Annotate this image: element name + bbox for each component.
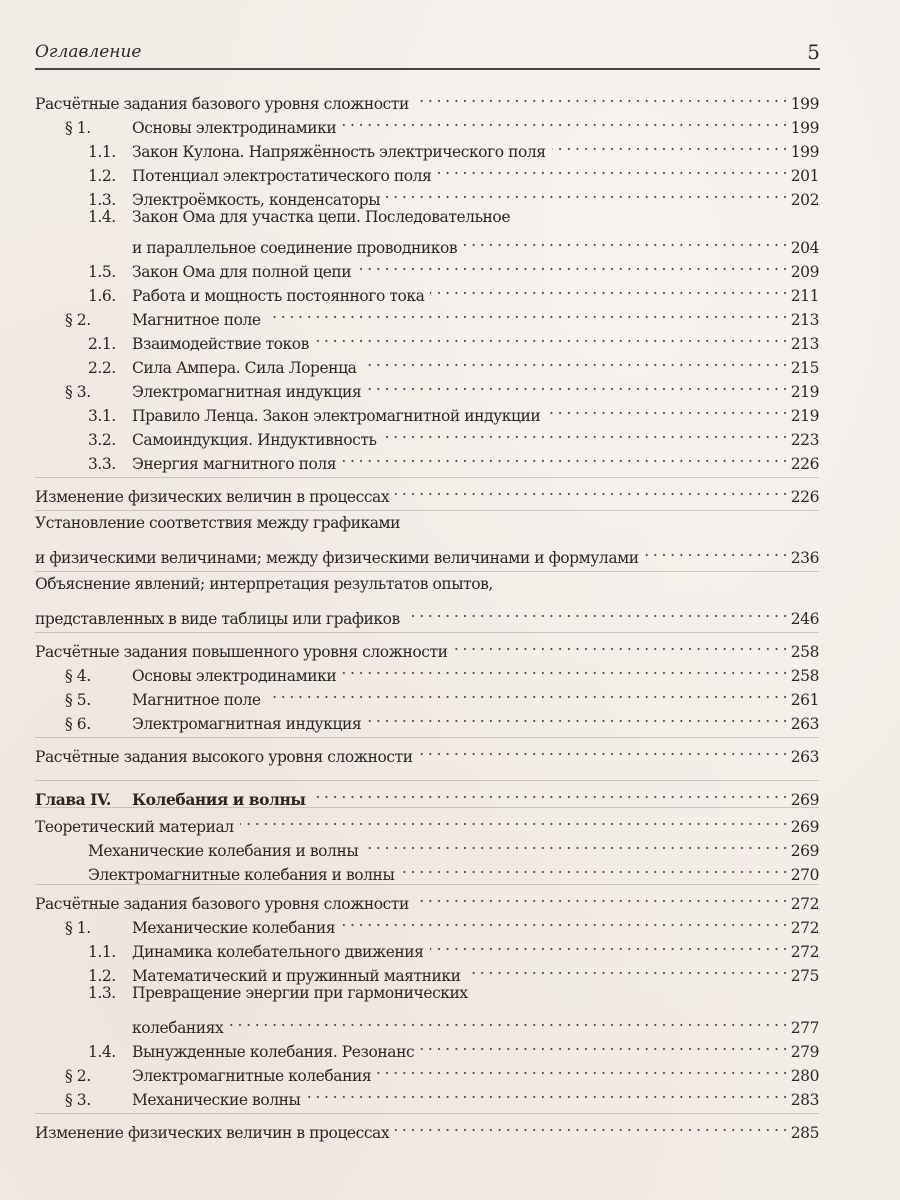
dot-leader xyxy=(357,253,787,277)
toc-entry[interactable] xyxy=(35,632,819,661)
toc-entry-page: 285 xyxy=(790,1124,819,1142)
toc-entry-title: Динамика колебательного движения xyxy=(132,943,424,961)
dot-leader xyxy=(453,633,787,657)
toc-entry[interactable] xyxy=(35,445,819,473)
toc-entry-number: 1.2. xyxy=(88,167,116,185)
toc-entry[interactable] xyxy=(35,157,819,185)
dot-leader xyxy=(341,909,787,933)
toc-entry-line1[interactable] xyxy=(35,571,819,596)
toc-entry-number: 1.4. xyxy=(88,208,116,226)
toc-entry-title: Потенциал электростатического поля xyxy=(132,167,432,185)
toc-entry[interactable] xyxy=(35,957,819,985)
dot-leader xyxy=(377,1057,787,1081)
toc-entry[interactable] xyxy=(35,181,819,209)
toc-entry-number: 1.4. xyxy=(88,1043,116,1061)
dot-leader xyxy=(463,229,787,253)
dot-leader xyxy=(395,478,787,502)
toc-entry-page: 219 xyxy=(790,383,819,401)
toc-entry-number: § 2. xyxy=(65,311,91,329)
dot-leader xyxy=(420,1033,787,1057)
toc-entry-number: § 1. xyxy=(65,919,91,937)
dot-leader xyxy=(367,705,787,729)
toc-entry-title: и физическими величинами; между физическими величинами и формулами xyxy=(35,549,639,567)
toc-entry[interactable] xyxy=(35,856,819,884)
toc-entry-page: 272 xyxy=(790,943,819,961)
toc-entry-page: 246 xyxy=(790,610,819,628)
toc-entry[interactable] xyxy=(35,705,819,733)
toc-entry-title: Вынужденные колебания. Резонанс xyxy=(132,1043,415,1061)
table-of-contents xyxy=(35,85,819,1142)
toc-entry-title: Изменение физических величин в процессах xyxy=(35,488,390,506)
header-title: Оглавление xyxy=(35,42,142,62)
toc-entry[interactable] xyxy=(35,109,819,137)
toc-entry-title: Основы электродинамики xyxy=(132,667,337,685)
toc-entry-number: 1.6. xyxy=(88,287,116,305)
toc-entry-title: Магнитное поле xyxy=(132,691,261,709)
toc-entry[interactable] xyxy=(35,421,819,449)
toc-entry-title: Расчётные задания высокого уровня сложности xyxy=(35,748,413,766)
toc-entry-title: Самоиндукция. Индуктивность xyxy=(132,431,377,449)
toc-entry-number: § 3. xyxy=(65,383,91,401)
toc-entry-title: Расчётные задания базового уровня сложности xyxy=(35,95,409,113)
toc-entry-page: 226 xyxy=(790,488,819,506)
dot-leader xyxy=(430,277,787,301)
toc-entry-page: 258 xyxy=(790,667,819,685)
toc-entry-title: Взаимодействие токов xyxy=(132,335,309,353)
toc-entry-title: Математический и пружинный маятники xyxy=(132,967,461,985)
toc-entry-page: 277 xyxy=(790,1019,819,1037)
toc-entry-title: Основы электродинамики xyxy=(132,119,337,137)
dot-leader xyxy=(240,808,787,832)
toc-entry[interactable] xyxy=(35,301,819,329)
dot-leader xyxy=(267,681,787,705)
toc-entry[interactable] xyxy=(35,909,819,937)
dot-leader xyxy=(415,885,787,909)
toc-entry-title: Закон Ома для полной цепи xyxy=(132,263,352,281)
toc-entry[interactable] xyxy=(35,681,819,709)
toc-entry-page: 261 xyxy=(790,691,819,709)
dot-leader xyxy=(552,133,787,157)
header-page-number: 5 xyxy=(807,40,820,64)
toc-entry-title: Закон Кулона. Напряжённость электрического поля xyxy=(132,143,546,161)
toc-entry-title: Механические колебания и волны xyxy=(88,842,359,860)
toc-entry-page: 211 xyxy=(790,287,819,305)
toc-entry-number: 2.2. xyxy=(88,359,116,377)
toc-entry-number: 1.3. xyxy=(88,984,116,1002)
toc-entry-title: Расчётные задания повышенного уровня сложности xyxy=(35,643,448,661)
toc-entry-title: колебаниях xyxy=(132,1019,224,1037)
toc-entry-number: § 3. xyxy=(65,1091,91,1109)
toc-entry[interactable] xyxy=(35,349,819,377)
toc-entry-title: Теоретический материал xyxy=(35,818,234,836)
toc-entry-page: 258 xyxy=(790,643,819,661)
toc-entry-number: 1.5. xyxy=(88,263,116,281)
dot-leader xyxy=(395,1114,787,1138)
dot-leader xyxy=(645,539,787,563)
toc-entry-number: 1.1. xyxy=(88,143,116,161)
toc-entry[interactable] xyxy=(35,229,819,257)
toc-entry[interactable] xyxy=(35,1033,819,1061)
toc-entry[interactable] xyxy=(35,933,819,961)
toc-entry-page: 269 xyxy=(790,791,819,809)
toc-entry[interactable] xyxy=(35,1081,819,1109)
toc-entry-page: 213 xyxy=(790,311,819,329)
toc-entry-page: 236 xyxy=(790,549,819,567)
toc-entry[interactable] xyxy=(35,832,819,860)
toc-entry[interactable] xyxy=(35,397,819,425)
dot-leader xyxy=(315,325,787,349)
dot-leader xyxy=(267,301,787,325)
toc-entry-number: 1.2. xyxy=(88,967,116,985)
toc-entry-title: Сила Ампера. Сила Лоренца xyxy=(132,359,357,377)
toc-entry-title: Энергия магнитного поля xyxy=(132,455,337,473)
toc-entry-number: 3.2. xyxy=(88,431,116,449)
toc-entry-page: 279 xyxy=(790,1043,819,1061)
dot-leader xyxy=(400,856,787,880)
toc-entry-page: 263 xyxy=(790,748,819,766)
toc-entry[interactable] xyxy=(35,737,819,766)
toc-entry-page: 209 xyxy=(790,263,819,281)
toc-entry-page: 202 xyxy=(790,191,819,209)
toc-entry-page: 272 xyxy=(790,895,819,913)
toc-entry-line1[interactable] xyxy=(35,205,819,229)
toc-entry-page: 213 xyxy=(790,335,819,353)
dot-leader xyxy=(342,445,787,469)
toc-entry[interactable] xyxy=(35,657,819,685)
toc-entry[interactable] xyxy=(35,600,819,628)
toc-entry-number: § 4. xyxy=(65,667,91,685)
toc-entry[interactable] xyxy=(35,373,819,401)
toc-entry-title: Работа и мощность постоянного тока xyxy=(132,287,425,305)
toc-entry[interactable] xyxy=(35,884,819,913)
toc-entry[interactable] xyxy=(35,807,819,836)
toc-entry-page: 223 xyxy=(790,431,819,449)
toc-entry[interactable] xyxy=(35,539,819,567)
dot-leader xyxy=(467,957,788,981)
toc-entry[interactable] xyxy=(35,133,819,161)
toc-entry-page: 269 xyxy=(790,842,819,860)
toc-entry[interactable] xyxy=(35,1113,819,1142)
toc-entry-number: § 2. xyxy=(65,1067,91,1085)
dot-leader xyxy=(342,657,787,681)
dot-leader xyxy=(437,157,787,181)
dot-leader xyxy=(415,85,787,109)
toc-entry-page: 204 xyxy=(790,239,819,257)
toc-entry[interactable] xyxy=(35,477,819,506)
toc-entry[interactable] xyxy=(35,277,819,305)
toc-entry-title: Механические колебания xyxy=(132,919,336,937)
toc-entry-number: § 1. xyxy=(65,119,91,137)
toc-chapter-entry[interactable] xyxy=(35,780,819,809)
toc-entry-title: Магнитное поле xyxy=(132,311,261,329)
dot-leader xyxy=(419,738,787,762)
toc-entry-page: 199 xyxy=(790,95,819,113)
toc-entry-title: Электроёмкость, конденсаторы xyxy=(132,191,381,209)
toc-entry-number: § 5. xyxy=(65,691,91,709)
dot-leader xyxy=(406,600,787,624)
toc-entry-title: Правило Ленца. Закон электромагнитной индукции xyxy=(132,407,541,425)
toc-entry-number: 1.1. xyxy=(88,943,116,961)
toc-entry-title: Колебания и волны xyxy=(132,790,306,809)
toc-entry[interactable] xyxy=(35,253,819,281)
toc-entry-page: 219 xyxy=(790,407,819,425)
toc-entry-number: 2.1. xyxy=(88,335,116,353)
running-header xyxy=(35,40,820,70)
toc-entry-page: 263 xyxy=(790,715,819,733)
toc-entry-title: Механические волны xyxy=(132,1091,301,1109)
dot-leader xyxy=(362,349,787,373)
toc-entry-title: Изменение физических величин в процессах xyxy=(35,1124,390,1142)
toc-entry-title: Электромагнитные колебания xyxy=(132,1067,372,1085)
toc-entry-page: 275 xyxy=(790,967,819,985)
toc-entry-page: 199 xyxy=(790,143,819,161)
toc-entry-page: 199 xyxy=(790,119,819,137)
toc-entry-title: Электромагнитные колебания и волны xyxy=(88,866,395,884)
dot-leader xyxy=(382,421,787,445)
dot-leader xyxy=(546,397,787,421)
toc-entry-title-line1: Объяснение явлений; интерпретация результатов опытов, xyxy=(35,575,493,593)
dot-leader xyxy=(364,832,787,856)
dot-leader xyxy=(430,933,787,957)
toc-entry-page: 272 xyxy=(790,919,819,937)
toc-entry-page: 269 xyxy=(790,818,819,836)
toc-entry[interactable] xyxy=(35,1009,819,1037)
toc-entry-line1[interactable] xyxy=(35,510,819,535)
dot-leader xyxy=(311,781,787,805)
toc-entry-page: 270 xyxy=(790,866,819,884)
toc-entry-page: 226 xyxy=(790,455,819,473)
toc-entry-page: 215 xyxy=(790,359,819,377)
toc-entry-title-line1: Превращение энергии при гармонических xyxy=(132,984,468,1002)
toc-entry-number: 3.1. xyxy=(88,407,116,425)
toc-entry-title: и параллельное соединение проводников xyxy=(132,239,458,257)
toc-entry-page: 283 xyxy=(790,1091,819,1109)
toc-entry-title: Электромагнитная индукция xyxy=(132,383,362,401)
dot-leader xyxy=(367,373,787,397)
toc-entry[interactable] xyxy=(35,85,819,113)
toc-entry-title: Электромагнитная индукция xyxy=(132,715,362,733)
toc-entry-number: 3.3. xyxy=(88,455,116,473)
toc-chapter-number: Глава IV. xyxy=(35,790,111,809)
dot-leader xyxy=(306,1081,787,1105)
dot-leader xyxy=(342,109,787,133)
toc-entry-title-line1: Закон Ома для участка цепи. Последовательное xyxy=(132,208,511,226)
dot-leader xyxy=(229,1009,787,1033)
toc-entry-page: 280 xyxy=(790,1067,819,1085)
dot-leader xyxy=(386,181,787,205)
toc-entry[interactable] xyxy=(35,1057,819,1085)
toc-entry[interactable] xyxy=(35,325,819,353)
toc-entry-title: Расчётные задания базового уровня сложности xyxy=(35,895,409,913)
toc-entry-title: представленных в виде таблицы или графиков xyxy=(35,610,400,628)
toc-entry-number: § 6. xyxy=(65,715,91,733)
toc-entry-page: 201 xyxy=(790,167,819,185)
toc-entry-title-line1: Установление соответствия между графиками xyxy=(35,514,400,532)
toc-entry-number: 1.3. xyxy=(88,191,116,209)
toc-entry-line1[interactable] xyxy=(35,981,819,1005)
